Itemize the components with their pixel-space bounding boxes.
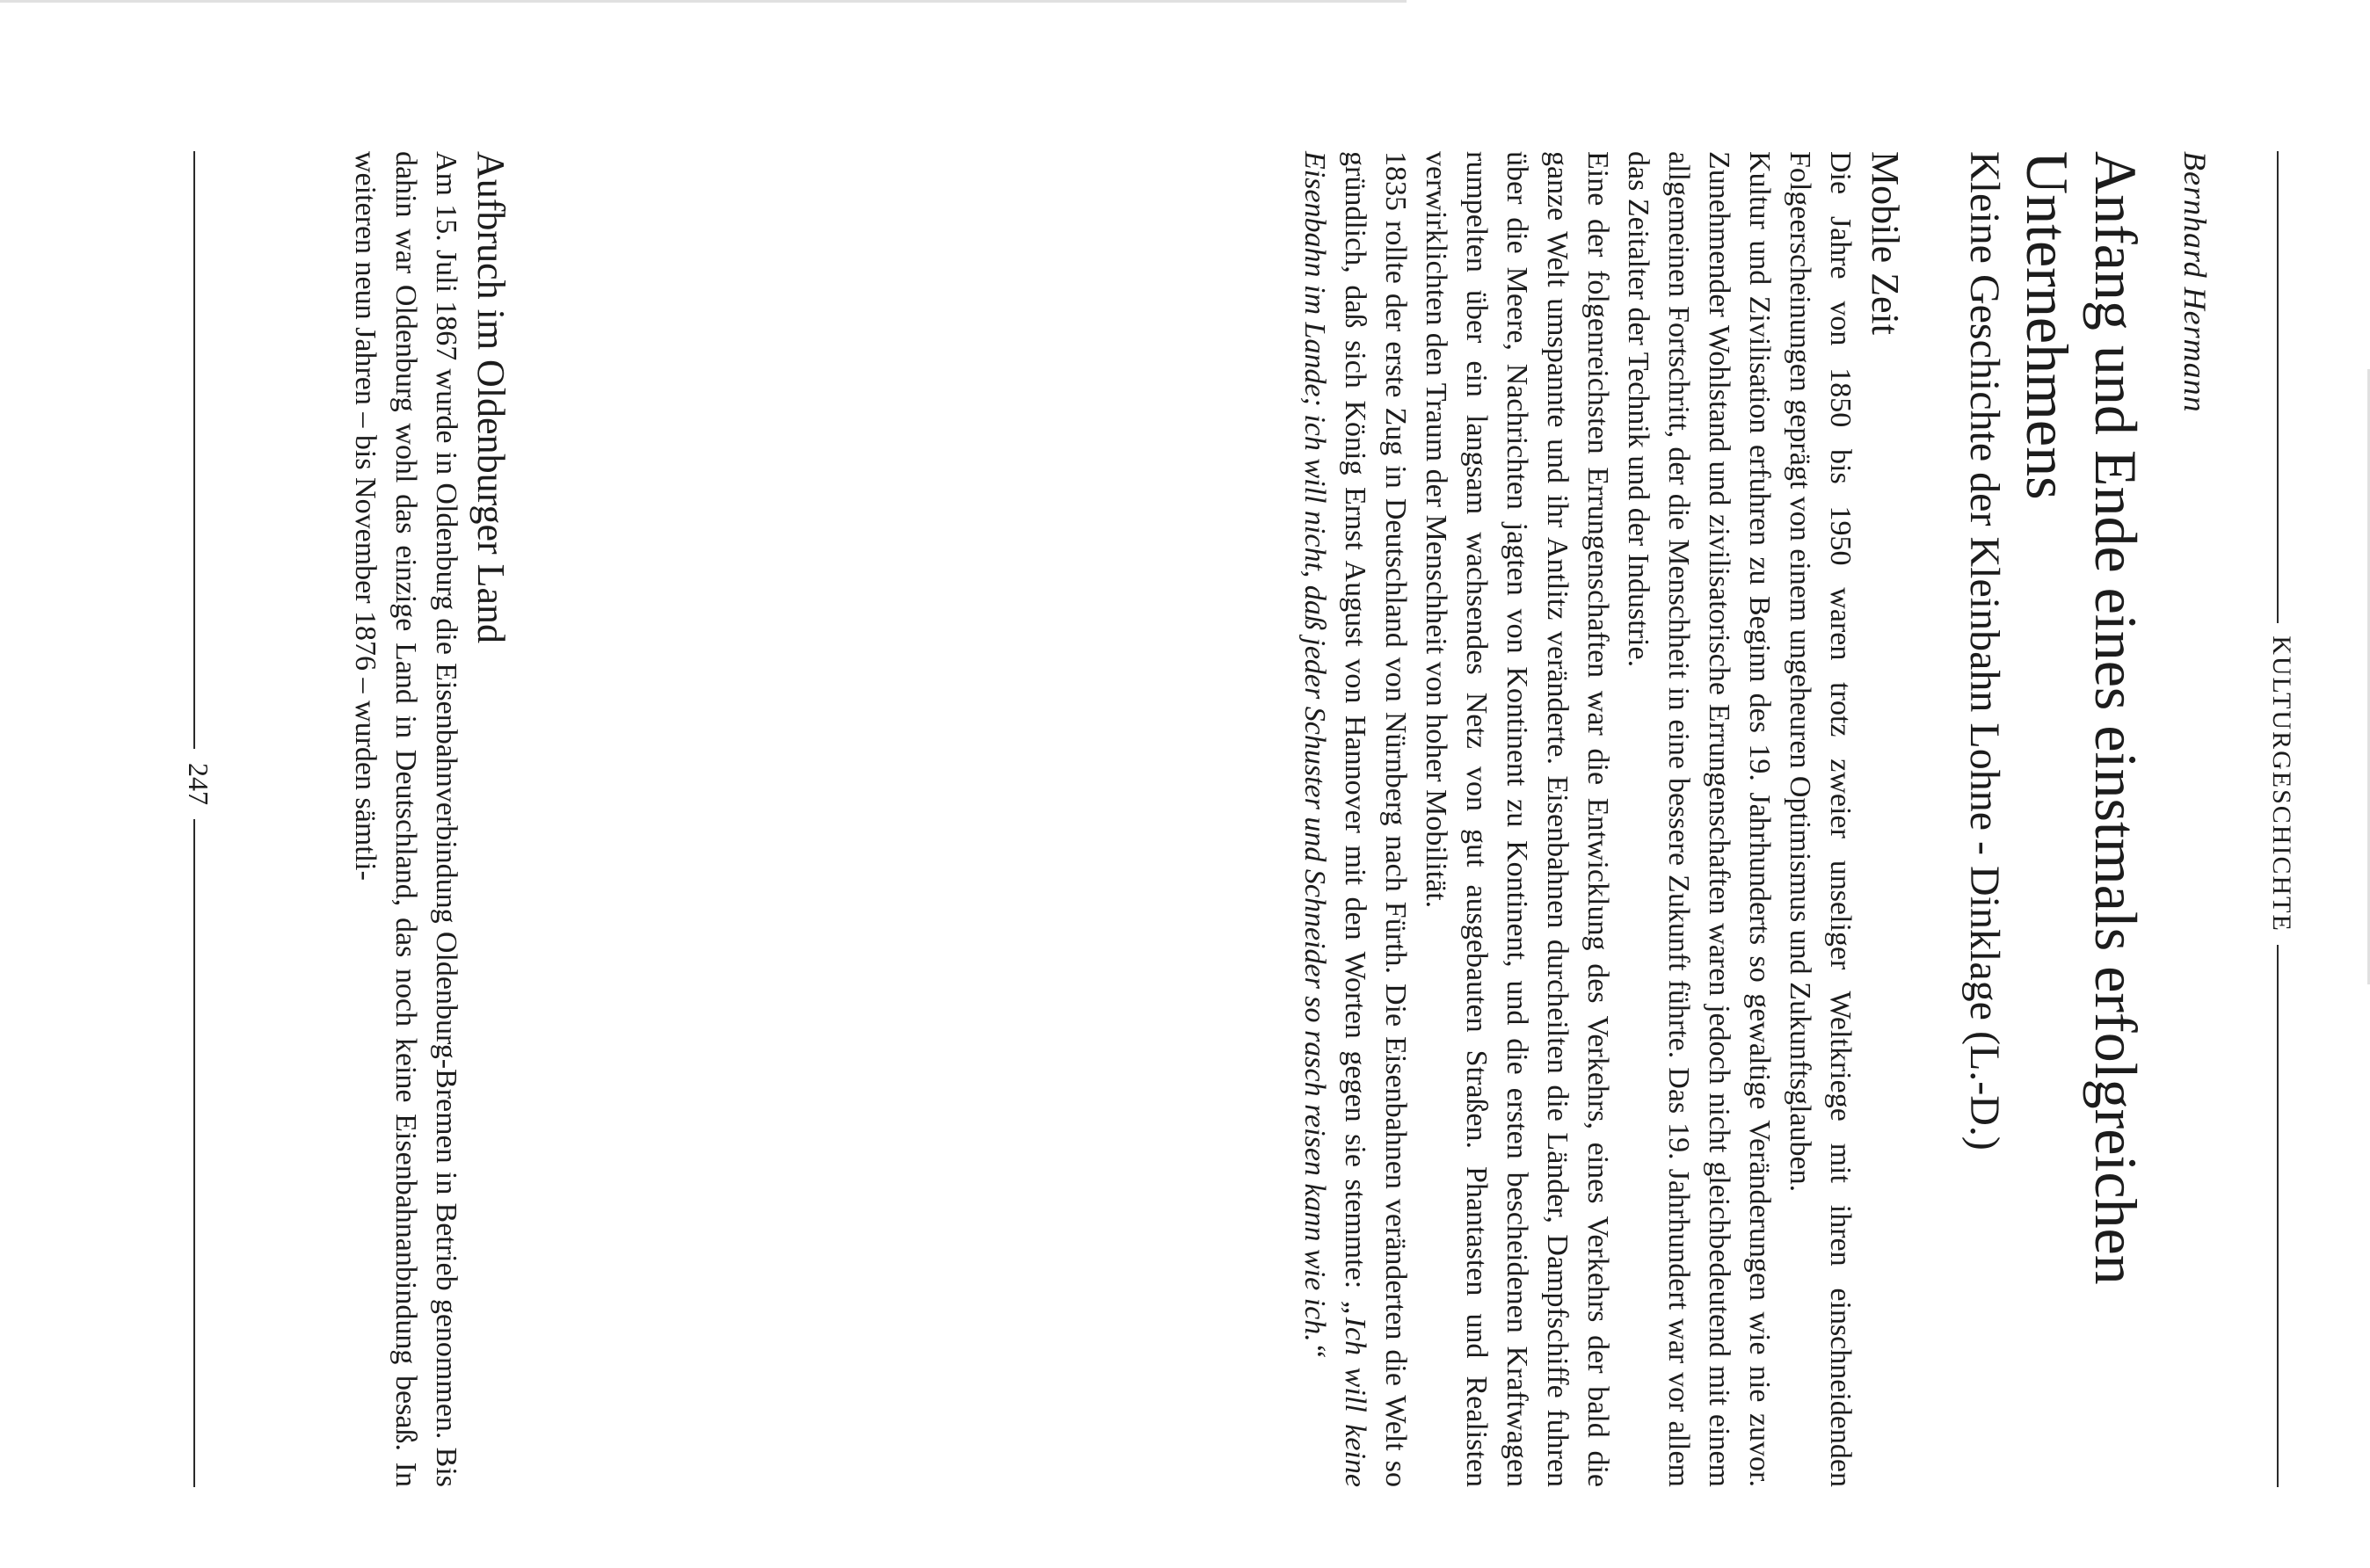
article-subtitle: Kleine Geschichte der Kleinbahn Lohne - Dinklage (L.-D.) bbox=[1961, 151, 2008, 1151]
section-heading-mobile-zeit: Mobile Zeit bbox=[1864, 151, 1907, 335]
page-number-text: 247 bbox=[183, 749, 214, 819]
section-label bbox=[2266, 0, 2296, 1568]
paragraph: Am 15. Juli 1867 wurde in Oldenburg die Eisenbahnverbindung Oldenburg-Bremen in Betrieb genommen. Bis dahin war Oldenburg wohl das einzige Land in Deutschland, das noch keine Eisenbahnanbindung besaß. In weiteren neun Jahren – bis November 1876 – wurden sämtli- bbox=[349, 151, 462, 1487]
article-title: Anfang und Ende eines einstmals erfolgreichen Unternehmens bbox=[2014, 151, 2149, 1285]
paragraph-text: 1835 rollte der erste Zug in Deutschland von Nürnberg nach Fürth. Die Eisenbahnen veränderten die Welt so gründlich, daß sich König Ernst August von Hannover mit den Worten gegen sie stemmte: bbox=[1339, 151, 1412, 1487]
paragraph: Kultur und Zivilisation erfuhren zu Beginn des 19. Jahrhunderts so gewaltige Veränderungen wie nie zuvor. Zunehmender Wohlstand und zivilisatorische Errungenschaften waren jedoch nicht gleichbedeutend mit einem allgemeinen Fortschritt, der die Menschheit in eine bessere Zukunft führte. Das 19. Jahrhundert war vor allem das Zeitalter der Technik und der Industrie. bbox=[1622, 151, 1776, 1487]
section-body-aufbruch bbox=[345, 151, 466, 1487]
section-heading-aufbruch: Aufbruch im Oldenburger Land bbox=[469, 151, 513, 644]
paragraph: Eine der folgenreichsten Errungenschaften war die Entwicklung des Verkehrs, eines Verkehrs der bald die ganze Welt umspannte und ihr Antlitz veränderte. Eisenbahnen durcheilten die Länder, Dampfschiffe fuhren über die Meere, Nachrichten jagten von Kontinent zu Kontinent, und die ersten bescheidenen Kraftwagen rumpelten über ein langsam wachsendes Netz von gut ausgebauten Straßen. Phantasten und Realisten verwirklichten den Traum der Menschheit von hoher Mobilität. bbox=[1420, 151, 1614, 1487]
page-number bbox=[182, 0, 214, 1568]
section-label-text: KULTURGESCHICHTE bbox=[2267, 623, 2296, 945]
author-name: Bernhard Hermann bbox=[2177, 151, 2213, 413]
paragraph: Die Jahre von 1850 bis 1950 waren trotz zweier unseliger Weltkriege mit ihren einschneidenden Folgeerscheinungen geprägt von einem ungeheuren Optimismus und Zukunftsglauben. bbox=[1784, 151, 1857, 1487]
section-body-mobile-zeit bbox=[1294, 151, 1860, 1487]
paragraph bbox=[1294, 151, 1415, 1487]
king-quote: „Ich will keine Eisenbahn im Lande; ich will nicht, daß jeder Schuster und Schneider so rasch reisen kann wie ich.“ bbox=[1298, 151, 1371, 1488]
